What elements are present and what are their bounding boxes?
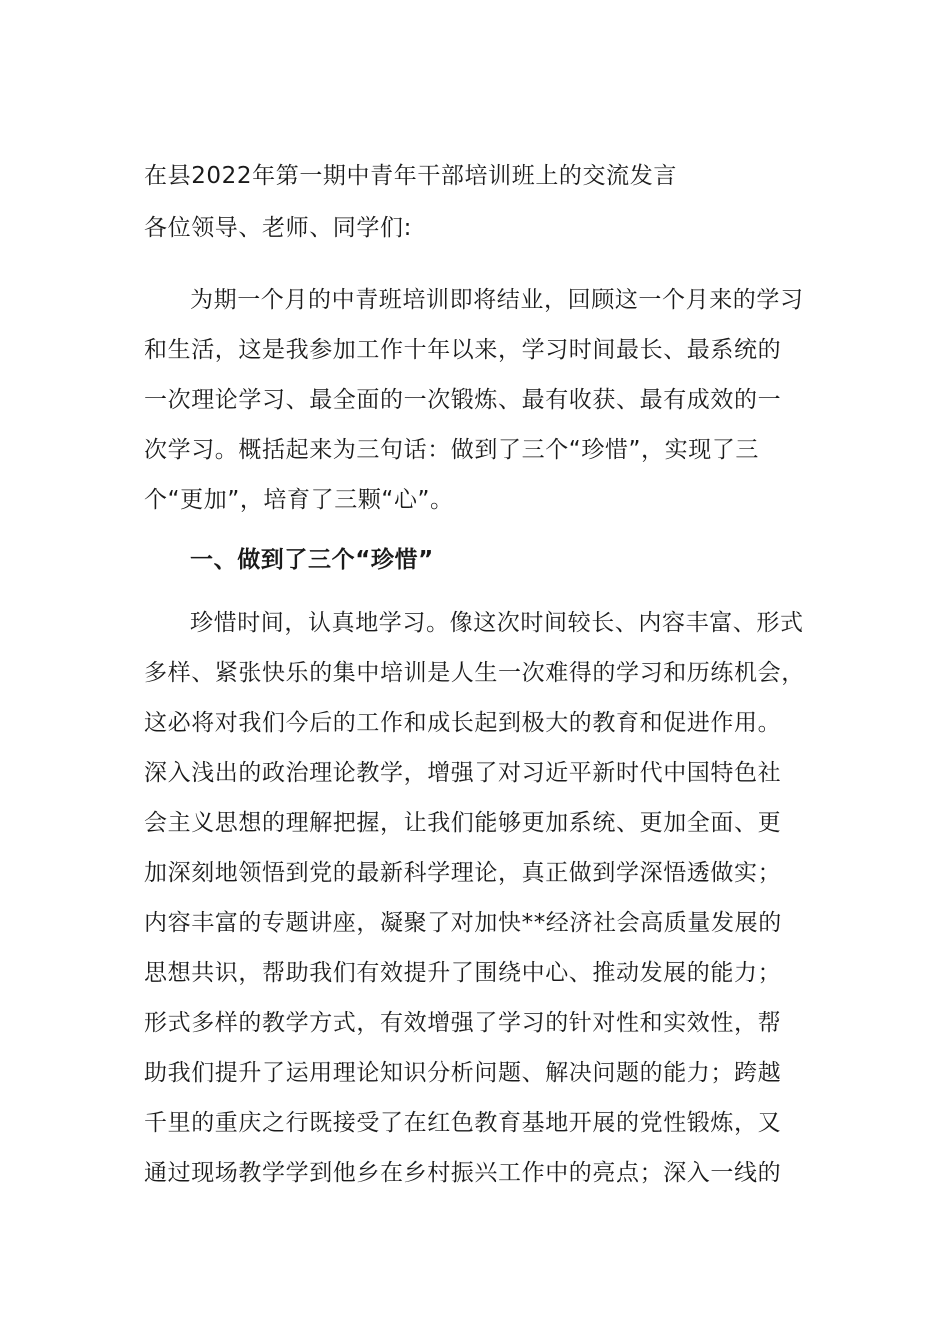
paragraph-line: 会主义思想的理解把握，让我们能够更加系统、更加全面、更 xyxy=(144,810,782,836)
paragraph-line: 这必将对我们今后的工作和成长起到极大的教育和促进作用。 xyxy=(144,710,782,736)
paragraph-line: 千里的重庆之行既接受了在红色教育基地开展的党性锻炼，又 xyxy=(144,1110,782,1136)
salutation: 各位领导、老师、同学们: xyxy=(144,215,412,241)
section-paragraph xyxy=(144,598,824,1198)
document-title: 在县2022年第一期中青年干部培训班上的交流发言 xyxy=(144,163,677,189)
paragraph-line: 多样、紧张快乐的集中培训是人生一次难得的学习和历练机会， xyxy=(144,660,805,686)
paragraph-line: 助我们提升了运用理论知识分析问题、解决问题的能力；跨越 xyxy=(144,1060,782,1086)
paragraph-line: 为期一个月的中青班培训即将结业，回顾这一个月来的学习 xyxy=(190,287,804,313)
paragraph-line: 个“更加”，培育了三颗“心”。 xyxy=(144,487,454,513)
paragraph-line: 一次理论学习、最全面的一次锻炼、最有收获、最有成效的一 xyxy=(144,387,782,413)
paragraph-line: 次学习。概括起来为三句话：做到了三个“珍惜”，实现了三 xyxy=(144,437,760,463)
section-heading: 一、做到了三个“珍惜” xyxy=(190,547,434,573)
paragraph-line: 珍惜时间，认真地学习。像这次时间较长、内容丰富、形式 xyxy=(190,610,804,636)
paragraph-line: 通过现场教学学到他乡在乡村振兴工作中的亮点；深入一线的 xyxy=(144,1160,782,1186)
intro-paragraph xyxy=(144,275,824,525)
paragraph-line: 内容丰富的专题讲座，凝聚了对加快**经济社会高质量发展的 xyxy=(144,910,782,936)
paragraph-line: 形式多样的教学方式，有效增强了学习的针对性和实效性，帮 xyxy=(144,1010,782,1036)
paragraph-line: 思想共识，帮助我们有效提升了围绕中心、推动发展的能力； xyxy=(144,960,782,986)
paragraph-line: 和生活，这是我参加工作十年以来，学习时间最长、最系统的 xyxy=(144,337,782,363)
paragraph-line: 加深刻地领悟到党的最新科学理论，真正做到学深悟透做实； xyxy=(144,860,782,886)
paragraph-line: 深入浅出的政治理论教学，增强了对习近平新时代中国特色社 xyxy=(144,760,782,786)
